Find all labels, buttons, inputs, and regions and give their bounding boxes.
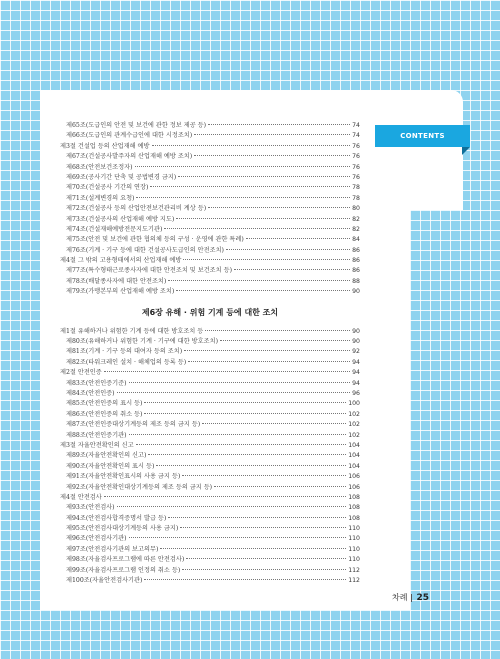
toc-entry-page: 76 xyxy=(352,163,360,171)
toc-entry-title: 제69조(공사기간 단축 및 공법변경 금지) xyxy=(66,173,177,181)
toc-entry-page: 112 xyxy=(348,566,360,574)
toc-entry-title: 제84조(안전인증) xyxy=(66,389,115,397)
leader-dots xyxy=(205,330,350,331)
toc-entry-page: 112 xyxy=(348,577,360,585)
toc-entry-title: 제76조(기계 · 기구 등에 대한 건설공사도급인의 안전조치) xyxy=(66,246,224,254)
toc-entry-page: 108 xyxy=(348,514,360,522)
toc-entry-title: 제3절 건설업 등의 산업재해 예방 xyxy=(60,142,150,150)
leader-dots xyxy=(234,269,350,270)
toc-entry[interactable] xyxy=(60,266,360,276)
toc-section-bottom xyxy=(60,327,360,587)
toc-entry-title: 제98조(자율검사프로그램에 따른 안전검사) xyxy=(66,556,185,564)
toc-entry-page: 102 xyxy=(348,421,360,429)
leader-dots xyxy=(148,454,346,455)
toc-entry-page: 110 xyxy=(348,545,360,553)
toc-entry-page: 74 xyxy=(352,132,360,140)
toc-section-entry[interactable] xyxy=(60,256,360,266)
leader-dots xyxy=(129,434,347,435)
toc-entry-title: 제94조(안전검사합격증명서 발급 등) xyxy=(66,514,167,522)
leader-dots xyxy=(136,197,350,198)
leader-dots xyxy=(208,124,350,125)
leader-dots xyxy=(176,290,350,291)
toc-entry-page: 110 xyxy=(348,556,360,564)
toc-section-entry[interactable] xyxy=(60,441,360,451)
toc-entry-page: 104 xyxy=(348,452,360,460)
toc-entry-title: 제65조(도급인의 안전 및 보건에 관한 정보 제공 등) xyxy=(66,122,207,129)
toc-section-entry[interactable] xyxy=(60,142,360,152)
toc-entry-title: 제72조(건설공사 등의 산업안전보건관리비 계상 등) xyxy=(66,205,207,213)
toc-entry-title: 제74조(건설재해예방전문지도기관) xyxy=(66,225,163,233)
leader-dots xyxy=(160,548,346,549)
leader-dots xyxy=(117,506,347,507)
toc-entry-title: 제70조(건설공사 기간의 연장) xyxy=(66,184,149,192)
leader-dots xyxy=(104,496,346,497)
toc-entry[interactable] xyxy=(60,163,360,173)
leader-dots xyxy=(135,166,351,167)
leader-dots xyxy=(117,392,351,393)
toc-entry[interactable] xyxy=(60,451,360,461)
leader-dots xyxy=(176,218,350,219)
leader-dots xyxy=(144,413,346,414)
leader-dots xyxy=(152,145,351,146)
contents-tab-label[interactable]: CONTENTS xyxy=(375,125,470,147)
toc-entry-page: 76 xyxy=(352,173,360,181)
chapter-heading: 제6장 유해 · 위험 기계 등에 대한 조치 xyxy=(141,307,279,317)
leader-dots xyxy=(194,155,350,156)
toc-entry-page: 78 xyxy=(352,184,360,192)
toc-entry[interactable] xyxy=(60,524,360,534)
toc-section-entry[interactable] xyxy=(60,493,360,503)
toc-entry[interactable] xyxy=(60,131,360,141)
toc-entry-page: 94 xyxy=(352,358,360,366)
toc-entry-title: 제87조(안전인증대상기계등의 제조 등의 금지 등) xyxy=(66,421,201,429)
toc-entry-title: 제85조(안전인증의 표시 등) xyxy=(66,400,143,408)
toc-entry-title: 제88조(안전인증기관) xyxy=(66,431,127,439)
leader-dots xyxy=(144,579,346,580)
toc-entry-title: 제95조(안전검사대상기계등의 사용 금지) xyxy=(66,525,179,533)
leader-dots xyxy=(156,465,346,466)
table-of-contents xyxy=(60,121,360,586)
leader-dots xyxy=(226,249,350,250)
toc-entry-page: 108 xyxy=(348,504,360,512)
toc-entry-page: 94 xyxy=(352,369,360,377)
toc-entry-page: 106 xyxy=(348,483,360,491)
toc-entry-title: 제99조(자율검사프로그램 인정의 취소 등) xyxy=(66,566,181,574)
leader-dots xyxy=(164,228,350,229)
toc-section-entry[interactable] xyxy=(60,327,360,337)
toc-entry-page: 110 xyxy=(348,525,360,533)
toc-entry-title: 제100조(자율안전검사기관) xyxy=(66,577,143,585)
toc-entry[interactable] xyxy=(60,277,360,287)
toc-entry[interactable] xyxy=(60,431,360,441)
toc-entry[interactable] xyxy=(60,152,360,162)
toc-entry[interactable] xyxy=(60,204,360,214)
toc-entry-title: 제77조(특수형태근로종사자에 대한 안전조치 및 보건조치 등) xyxy=(66,267,232,275)
toc-entry[interactable] xyxy=(60,410,360,420)
leader-dots xyxy=(202,423,346,424)
toc-entry[interactable] xyxy=(60,347,360,357)
leader-dots xyxy=(183,259,350,260)
toc-entry-title: 제4절 그 밖의 고용형태에서의 산업재해 예방 xyxy=(60,257,182,265)
toc-entry[interactable] xyxy=(60,545,360,555)
toc-entry-page: 108 xyxy=(348,493,360,501)
toc-entry-title: 제3절 자율안전확인의 신고 xyxy=(60,441,134,449)
toc-entry[interactable] xyxy=(60,514,360,524)
leader-dots xyxy=(186,558,346,559)
toc-entry-title: 제75조(안전 및 보건에 관한 협의체 등의 구성 · 운영에 관한 특례) xyxy=(66,236,244,244)
toc-entry-page: 96 xyxy=(352,389,360,397)
leader-dots xyxy=(150,186,350,187)
toc-entry-title: 제2절 안전인증 xyxy=(60,369,102,377)
toc-entry-title: 제4절 안전검사 xyxy=(60,493,102,501)
toc-entry-page: 88 xyxy=(352,277,360,285)
toc-entry[interactable] xyxy=(60,534,360,544)
leader-dots xyxy=(184,350,350,351)
toc-section-entry[interactable] xyxy=(60,368,360,378)
toc-entry-title: 제91조(자율안전확인표시의 사용 금지 등) xyxy=(66,473,181,481)
contents-tab-panel xyxy=(403,90,463,210)
leader-dots xyxy=(178,176,350,177)
toc-entry[interactable] xyxy=(60,462,360,472)
leader-dots xyxy=(182,475,346,476)
toc-entry-page: 104 xyxy=(348,441,360,449)
toc-entry[interactable] xyxy=(60,555,360,565)
toc-entry[interactable] xyxy=(60,235,360,245)
toc-entry-page: 100 xyxy=(348,400,360,408)
leader-dots xyxy=(180,527,346,528)
toc-entry-title: 제96조(안전검사기관) xyxy=(66,535,127,543)
toc-entry-title: 제66조(도급인의 관계수급인에 대한 시정조치) xyxy=(66,132,193,140)
footer-label: 차례 xyxy=(392,593,408,602)
toc-entry-title: 제79조(가맹본부의 산업재해 예방 조치) xyxy=(66,288,175,296)
toc-entry[interactable] xyxy=(60,503,360,513)
toc-entry-page: 110 xyxy=(348,535,360,543)
toc-entry[interactable] xyxy=(60,576,360,586)
toc-entry-title: 제73조(건설공사의 산업재해 예방 지도) xyxy=(66,215,175,223)
leader-dots xyxy=(104,371,350,372)
toc-entry-title: 제86조(안전인증의 취소 등) xyxy=(66,410,143,418)
toc-entry[interactable] xyxy=(60,399,360,409)
toc-entry-title: 제81조(기계 · 기구 등의 대여자 등의 조치) xyxy=(66,348,183,356)
toc-entry[interactable] xyxy=(60,121,360,131)
toc-entry[interactable] xyxy=(60,183,360,193)
toc-entry-title: 제92조(자율안전확인대상기계등의 제조 등의 금지 등) xyxy=(66,483,213,491)
leader-dots xyxy=(168,280,350,281)
toc-entry-page: 74 xyxy=(352,122,360,129)
toc-entry-page: 104 xyxy=(348,462,360,470)
toc-entry-title: 제67조(건설공사발주자의 산업재해 예방 조치) xyxy=(66,153,193,161)
toc-entry-page: 86 xyxy=(352,246,360,254)
toc-section-top xyxy=(60,121,360,298)
toc-entry[interactable] xyxy=(60,566,360,576)
toc-entry[interactable] xyxy=(60,246,360,256)
toc-entry-title: 제68조(안전보건조정자) xyxy=(66,163,133,171)
leader-dots xyxy=(129,382,351,383)
toc-entry-page: 94 xyxy=(352,379,360,387)
leader-dots xyxy=(144,402,346,403)
leader-dots xyxy=(168,517,346,518)
tab-fold-shape xyxy=(462,147,470,155)
page-number: 25 xyxy=(416,592,429,603)
toc-entry-page: 102 xyxy=(348,410,360,418)
toc-entry-title: 제89조(자율안전확인의 신고) xyxy=(66,452,147,460)
toc-entry[interactable] xyxy=(60,287,360,297)
toc-entry-page: 82 xyxy=(352,215,360,223)
toc-entry[interactable] xyxy=(60,483,360,493)
toc-entry-page: 76 xyxy=(352,153,360,161)
toc-entry-title: 제1절 유해하거나 위험한 기계 등에 대한 방호조치 등 xyxy=(60,327,204,335)
toc-entry[interactable] xyxy=(60,358,360,368)
toc-entry-page: 76 xyxy=(352,142,360,150)
leader-dots xyxy=(136,444,347,445)
page-footer xyxy=(392,592,429,603)
toc-entry-title: 제78조(배달종사자에 대한 안전조치) xyxy=(66,277,167,285)
toc-entry-page: 80 xyxy=(352,205,360,213)
toc-entry-page: 84 xyxy=(352,236,360,244)
toc-entry[interactable] xyxy=(60,215,360,225)
toc-entry-page: 86 xyxy=(352,267,360,275)
leader-dots xyxy=(182,569,346,570)
toc-entry-title: 제90조(자율안전확인의 표시 등) xyxy=(66,462,155,470)
leader-dots xyxy=(194,134,350,135)
toc-entry[interactable] xyxy=(60,173,360,183)
toc-entry-page: 78 xyxy=(352,194,360,202)
toc-entry-page: 106 xyxy=(348,473,360,481)
toc-entry[interactable] xyxy=(60,337,360,347)
toc-entry-page: 90 xyxy=(352,288,360,296)
leader-dots xyxy=(129,537,347,538)
toc-entry-page: 90 xyxy=(352,327,360,335)
toc-entry[interactable] xyxy=(60,420,360,430)
toc-entry[interactable] xyxy=(60,225,360,235)
toc-entry-page: 90 xyxy=(352,338,360,346)
toc-entry[interactable] xyxy=(60,472,360,482)
toc-entry-title: 제80조(유해하거나 위험한 기계 · 기구에 대한 방호조치) xyxy=(66,338,218,346)
footer-divider xyxy=(411,594,412,602)
toc-entry-page: 102 xyxy=(348,431,360,439)
toc-entry-title: 제97조(안전검사기관의 보고의무) xyxy=(66,545,159,553)
leader-dots xyxy=(220,340,350,341)
leader-dots xyxy=(188,361,350,362)
toc-entry-page: 92 xyxy=(352,348,360,356)
toc-entry[interactable] xyxy=(60,379,360,389)
toc-entry-title: 제71조(설계변경의 요청) xyxy=(66,194,135,202)
toc-entry[interactable] xyxy=(60,389,360,399)
leader-dots xyxy=(208,207,350,208)
leader-dots xyxy=(214,486,346,487)
toc-entry-page: 82 xyxy=(352,225,360,233)
leader-dots xyxy=(246,238,350,239)
toc-entry-title: 제82조(타워크레인 설치 · 해체업의 등록 등) xyxy=(66,358,187,366)
toc-entry[interactable] xyxy=(60,194,360,204)
toc-entry-title: 제93조(안전검사) xyxy=(66,504,115,512)
toc-entry-page: 86 xyxy=(352,257,360,265)
toc-entry-title: 제83조(안전인증기준) xyxy=(66,379,127,387)
